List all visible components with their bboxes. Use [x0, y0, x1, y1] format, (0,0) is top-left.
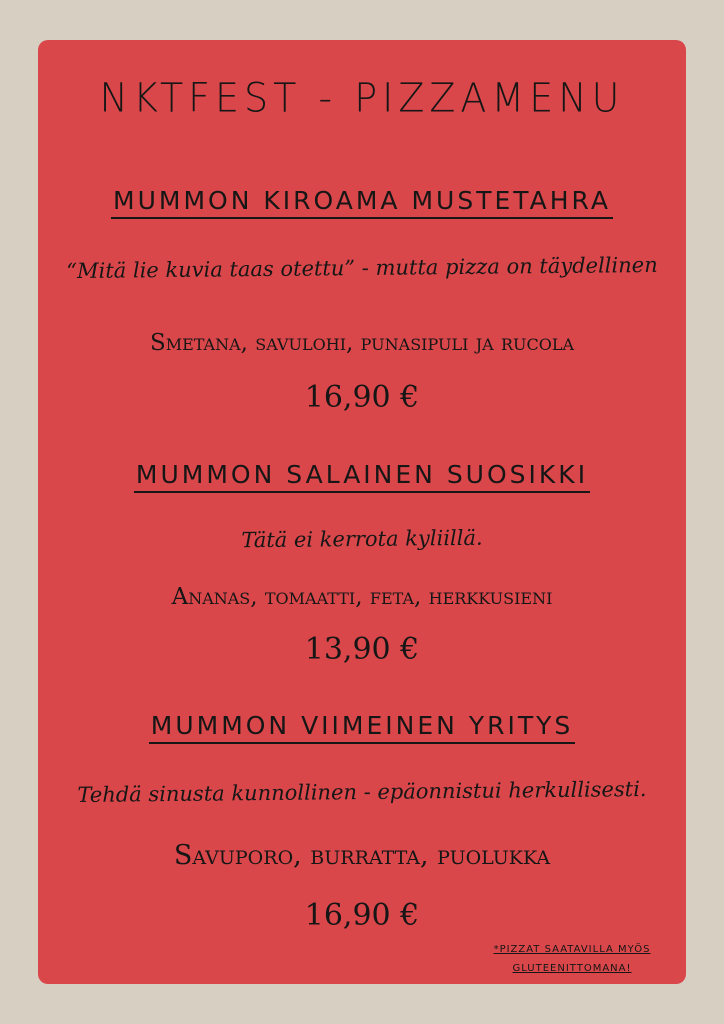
- gluten-free-note: [462, 940, 682, 978]
- pizza-3-price: 16,90 €: [304, 898, 420, 933]
- pizza-3-name: MUMMON VIIMEINEN YRITYS: [149, 711, 576, 744]
- pizza-1-ingredients: Smetana, savulohi, punasipuli ja rucola: [149, 330, 575, 356]
- note-line-2: GLUTEENITTOMANA!: [512, 963, 632, 974]
- pizza-2-name: MUMMON SALAINEN SUOSIKKI: [134, 460, 590, 493]
- pizza-3-tagline: Tehdä sinusta kunnollinen - epäonnistui herkullisesti.: [77, 777, 647, 807]
- pizza-2-heading: [0, 460, 724, 489]
- menu-title: NKTFEST - PIZZAMENU: [99, 74, 625, 122]
- pizza-3-heading: [0, 711, 724, 740]
- pizza-2-ingredients: Ananas, tomaatti, feta, herkkusieni: [171, 584, 553, 610]
- pizza-2-tagline: Tätä ei kerrota kyliillä.: [241, 525, 483, 553]
- pizza-1-price: 16,90 €: [304, 380, 420, 415]
- pizza-1-name: MUMMON KIROAMA MUSTETAHRA: [111, 186, 613, 219]
- pizza-2-price: 13,90 €: [304, 632, 420, 667]
- pizza-1-heading: [0, 186, 724, 215]
- pizza-1-tagline: “Mitä lie kuvia taas otettu” - mutta pizza on täydellinen: [66, 252, 658, 284]
- pizza-3-ingredients: Savuporo, burratta, puolukka: [173, 840, 551, 871]
- note-line-1: *PIZZAT SAATAVILLA MYÖS: [493, 944, 651, 955]
